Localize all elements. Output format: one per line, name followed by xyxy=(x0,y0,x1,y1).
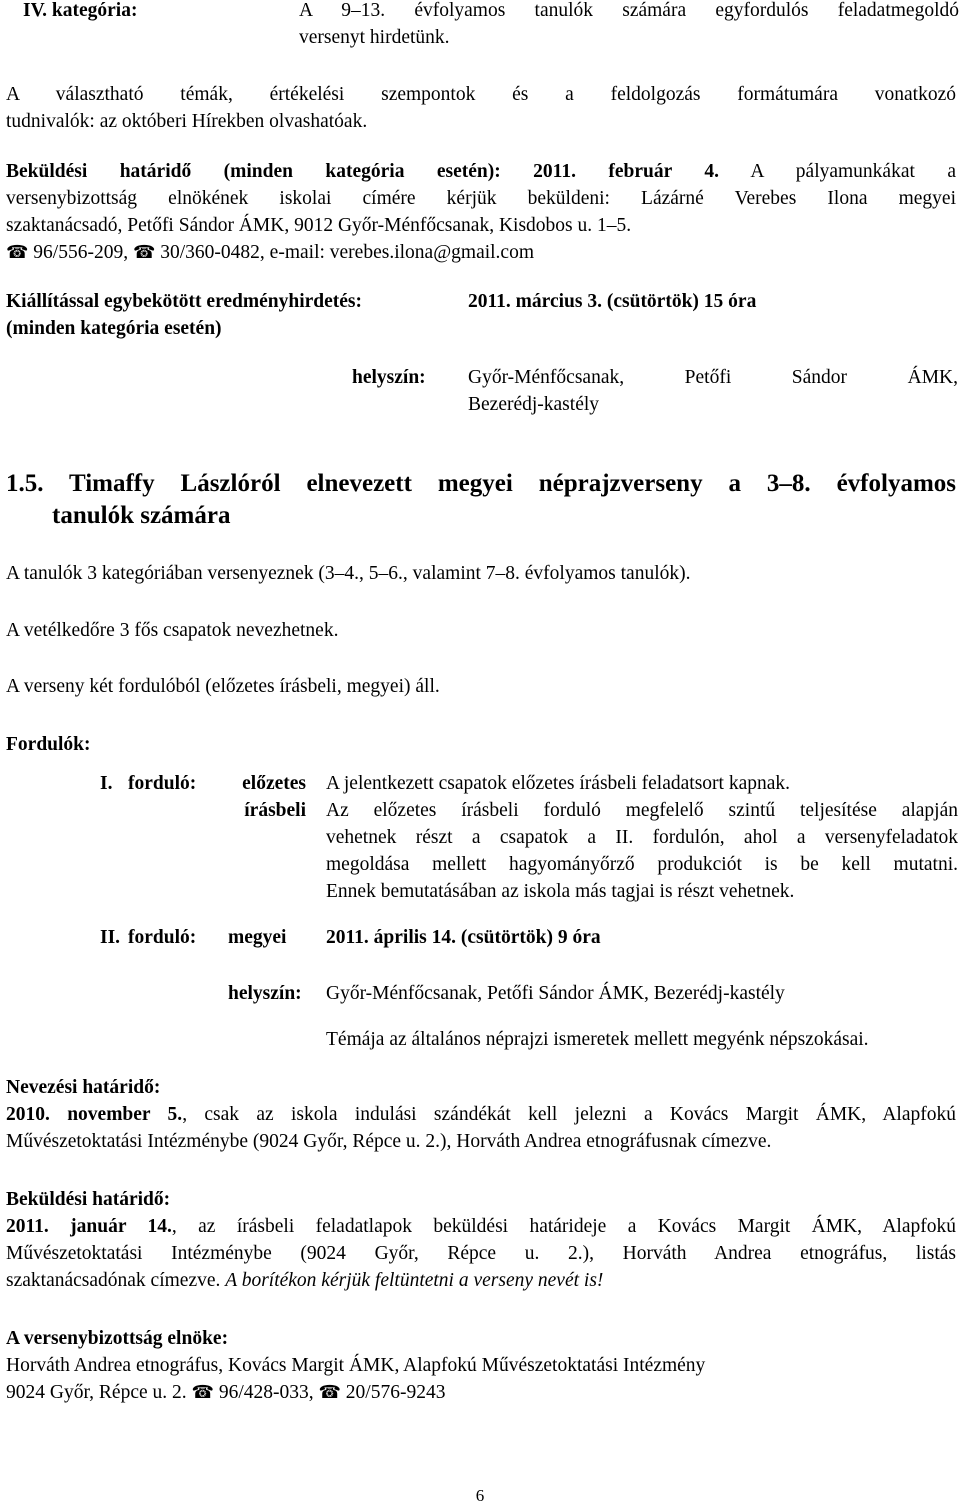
submit-line2: Művészetoktatási Intézménybe (9024 Győr, Répce u. 2.), Horváth Andrea etnográfus, listás xyxy=(6,1243,956,1264)
section-title-line2: tanulók számára xyxy=(52,502,231,529)
category-text-line1: A 9–13. évfolyamos tanulók számára egyfordulós feladatmegoldó xyxy=(299,0,959,21)
submit-line1 xyxy=(6,1213,956,1240)
round2-number: II. xyxy=(100,927,121,948)
round2-time: (csütörtök) 9 óra xyxy=(460,927,601,948)
committee-phone2: 20/576-9243 xyxy=(345,1382,446,1403)
deadline-phone-line xyxy=(6,239,534,266)
submit-line3-plain: szaktanácsadónak címezve. xyxy=(6,1270,221,1291)
deadline-phone2: 30/360-0482, e-mail: verebes.ilona@gmail.com xyxy=(160,242,535,263)
submit-date: 2011. január 14. xyxy=(6,1216,172,1237)
section-p3: A verseny két fordulóból (előzetes írásbeli, megyei) áll. xyxy=(6,676,440,697)
entry-line1 xyxy=(6,1101,956,1128)
round1-desc-1: A jelentkezett csapatok előzetes írásbeli feladatsort kapnak. xyxy=(326,773,791,794)
section-title-line1: 1.5. Timaffy Lászlóról elnevezett megyei néprajzverseny a 3–8. évfolyamos xyxy=(6,470,956,497)
results-time: (csütörtök) 15 óra xyxy=(606,291,757,312)
round1-desc-2: Az előzetes írásbeli forduló megfelelő szintű teljesítése alapján xyxy=(326,800,958,821)
telephone-icon: ☎ xyxy=(6,242,29,262)
submit-line3-italic: A borítékon kérjük feltüntetni a verseny nevét is! xyxy=(225,1270,604,1291)
category-text-line2: versenyt hirdetünk. xyxy=(299,27,450,48)
submit-line1-rest: , az írásbeli feladatlapok beküldési határideje a Kovács Margit ÁMK, Alapfokú xyxy=(171,1216,956,1237)
telephone-icon: ☎ xyxy=(191,1382,214,1402)
telephone-icon: ☎ xyxy=(318,1382,341,1402)
committee-heading: A versenybizottság elnöke: xyxy=(6,1328,229,1349)
deadline-line3: szaktanácsadó, Petőfi Sándor ÁMK, 9012 Győr-Ménfőcsanak, Kisdobos u. 1–5. xyxy=(6,215,632,236)
committee-address: 9024 Győr, Répce u. 2. xyxy=(6,1382,187,1403)
round1-number: I. xyxy=(100,773,113,794)
section-p2: A vetélkedőre 3 fős csapatok nevezhetnek. xyxy=(6,620,339,641)
results-venue-label: helyszín: xyxy=(352,367,426,388)
round1-type-line2: írásbeli xyxy=(244,800,306,821)
round1-label: forduló: xyxy=(128,773,197,794)
results-venue-line1: Győr-Ménfőcsanak, Petőfi Sándor ÁMK, xyxy=(468,367,958,388)
entry-line2: Művészetoktatási Intézménybe (9024 Győr, Répce u. 2.), Horváth Andrea etnográfusnak címezve. xyxy=(6,1131,772,1152)
results-datetime xyxy=(468,288,756,315)
round2-topic: Témája az általános néprajzi ismeretek mellett megyénk népszokásai. xyxy=(326,1029,869,1050)
submit-heading: Beküldési határidő: xyxy=(6,1189,171,1210)
round2-datetime xyxy=(326,924,601,951)
results-date: 2011. március 3. xyxy=(468,291,602,312)
topics-line1: A választható témák, értékelési szempontok és a feldolgozás formátumára vonatkozó xyxy=(6,84,956,105)
deadline-bold: Beküldési határidő (minden kategória esetén): 2011. február 4. xyxy=(6,161,719,182)
submit-line3 xyxy=(6,1267,603,1294)
page-number: 6 xyxy=(475,1486,485,1505)
round2-venue-label: helyszín: xyxy=(228,983,302,1004)
round2-type: megyei xyxy=(228,927,287,948)
topics-line2: tudnivalók: az októberi Hírekben olvashatóak. xyxy=(6,111,368,132)
round1-desc-3: vehetnek részt a csapatok a II. fordulón, ahol a versenyfeladatok xyxy=(326,827,958,848)
entry-line1-rest: , csak az iskola indulási szándékát kell jelezni a Kovács Margit ÁMK, Alapfokú xyxy=(182,1104,957,1125)
deadline-phone1: 96/556-209, xyxy=(33,242,129,263)
section-p1: A tanulók 3 kategóriában versenyeznek (3–4., 5–6., valamint 7–8. évfolyamos tanulók). xyxy=(6,563,691,584)
round1-desc-4: megoldása mellett hagyományőrző produkciót is be kell mutatni. xyxy=(326,854,958,875)
results-label-line1: Kiállítással egybekötött eredményhirdetés: xyxy=(6,291,363,312)
results-venue-line2: Bezerédj-kastély xyxy=(468,394,600,415)
round2-label: forduló: xyxy=(128,927,197,948)
deadline-line1 xyxy=(6,158,956,185)
committee-line1: Horváth Andrea etnográfus, Kovács Margit ÁMK, Alapfokú Művészetoktatási Intézmény xyxy=(6,1355,706,1376)
round1-type-line1: előzetes xyxy=(242,773,306,794)
results-label-line2: (minden kategória esetén) xyxy=(6,318,222,339)
round2-venue: Győr-Ménfőcsanak, Petőfi Sándor ÁMK, Bezerédj-kastély xyxy=(326,983,785,1004)
category-label: IV. kategória: xyxy=(23,0,138,21)
round2-date: 2011. április 14. xyxy=(326,927,457,948)
rounds-heading: Fordulók: xyxy=(6,734,91,755)
committee-line2 xyxy=(6,1379,445,1406)
entry-heading: Nevezési határidő: xyxy=(6,1077,161,1098)
deadline-line1-rest: A pályamunkákat a xyxy=(750,161,956,182)
telephone-icon: ☎ xyxy=(132,242,156,262)
deadline-line2: versenybizottság elnökének iskolai címére kérjük beküldeni: Lázárné Verebes Ilona megyei xyxy=(6,188,956,209)
entry-date: 2010. november 5. xyxy=(6,1104,183,1125)
committee-phone1: 96/428-033, xyxy=(218,1382,314,1403)
round1-desc-5: Ennek bemutatásában az iskola más tagjai is részt vehetnek. xyxy=(326,881,795,902)
